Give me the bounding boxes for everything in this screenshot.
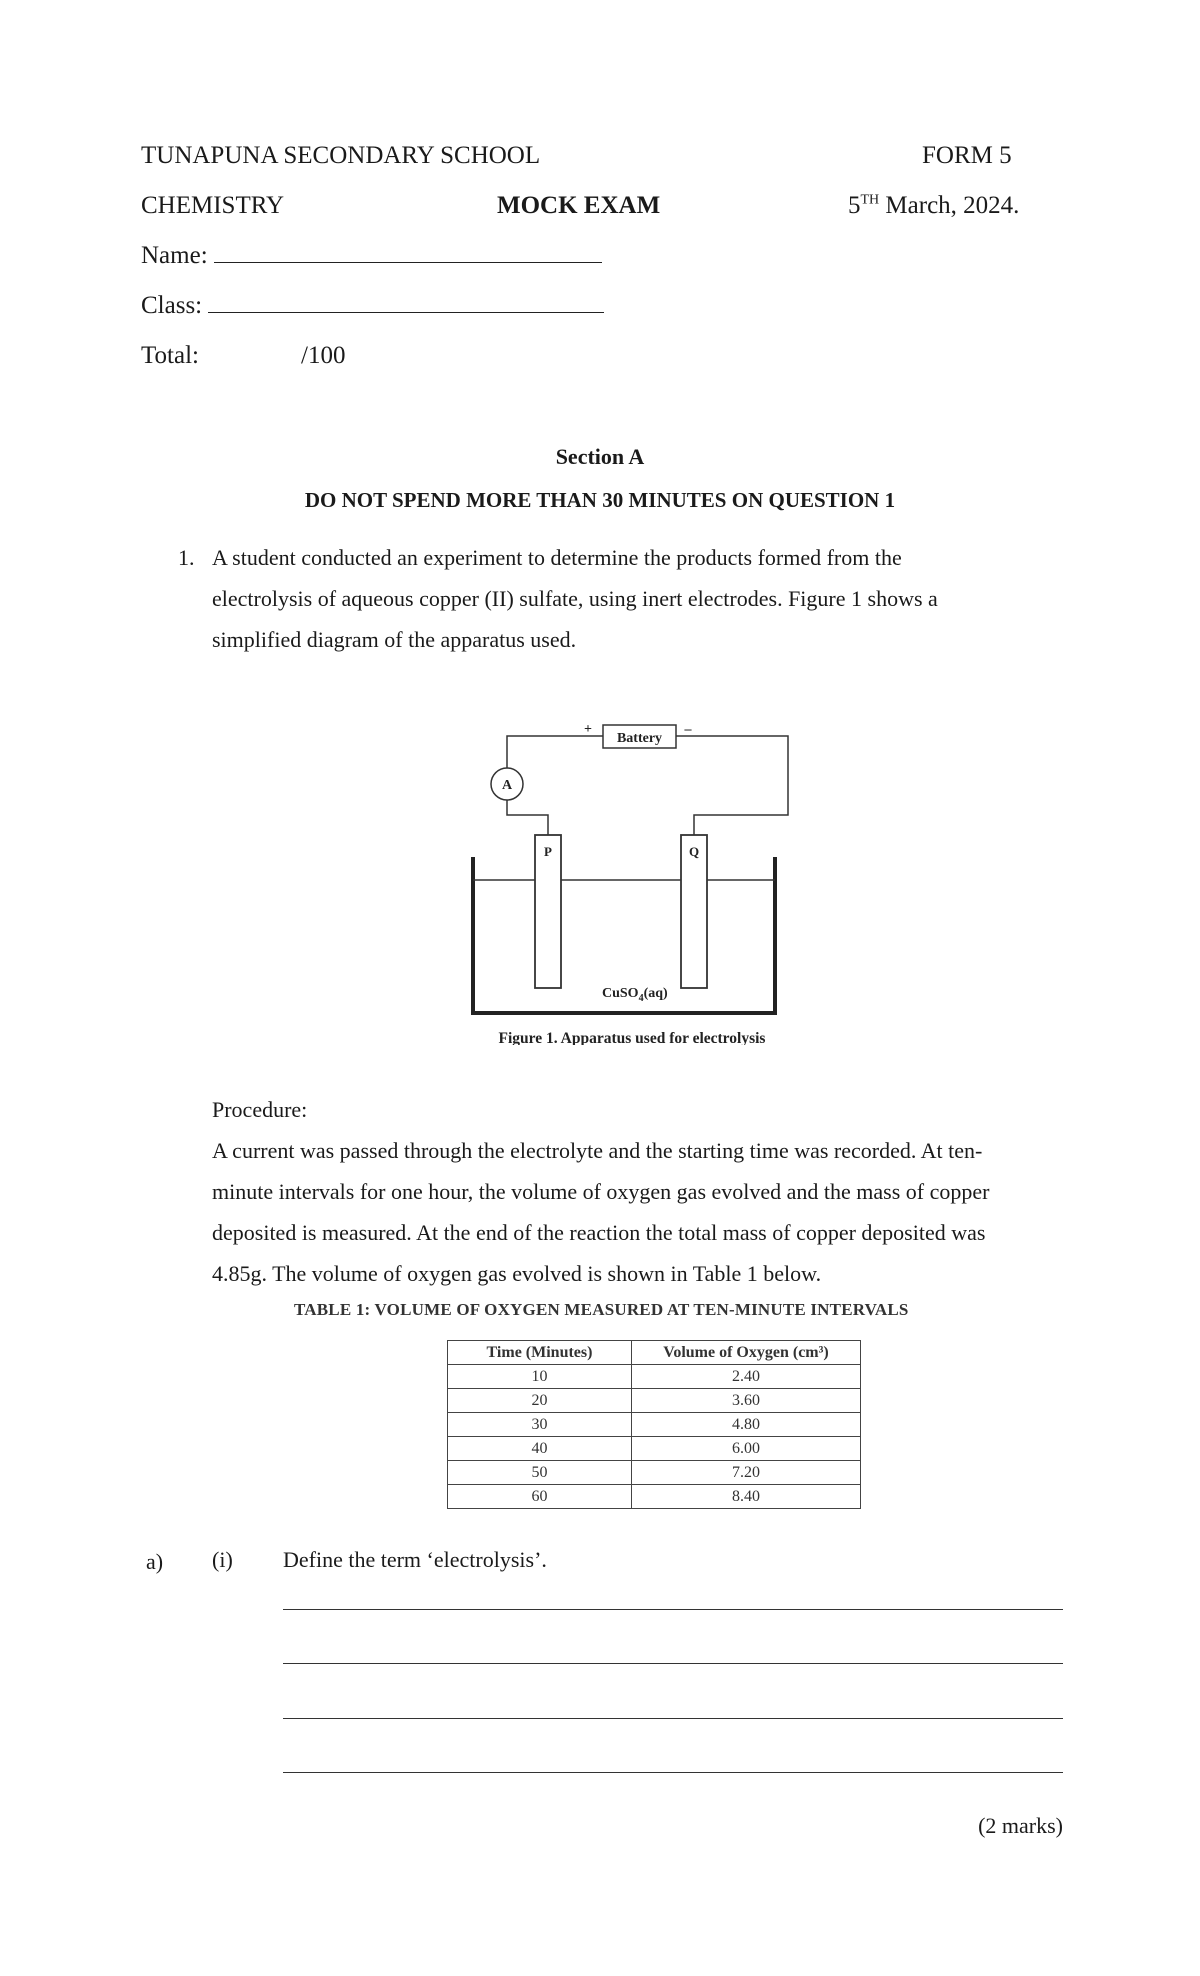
class-blank: [208, 312, 604, 313]
table-row: [448, 1437, 861, 1461]
electrolyte-label: CuSO$_4$(aq): [602, 986, 668, 1004]
column-header-volume: Volume of Oxygen (cm³): [632, 1341, 861, 1365]
class-field: [141, 292, 604, 320]
wire-ammeter-to-battery: [507, 736, 603, 768]
marks-allocation: (2 marks): [978, 1813, 1063, 1838]
exam-title: MOCK EXAM: [497, 192, 661, 219]
table-row: [448, 1461, 861, 1485]
electrode-p-label: P: [544, 844, 552, 859]
volume-cell: 3.60: [632, 1389, 861, 1413]
table-row: [448, 1389, 861, 1413]
question-number: 1.: [178, 545, 195, 570]
electrode-q-label: Q: [688, 844, 700, 859]
table-title: TABLE 1: VOLUME OF OXYGEN MEASURED AT TEN-MINUTE INTERVALS: [294, 1300, 909, 1319]
exam-date: 5TH March, 2024.: [848, 192, 1020, 219]
battery-plus: +: [584, 722, 592, 737]
section-title: Section A: [555, 444, 645, 469]
answer-line: [283, 1772, 1063, 1773]
oxygen-volume-table: [447, 1340, 861, 1509]
time-cell: 20: [448, 1389, 632, 1413]
total-value: /100: [301, 342, 346, 369]
battery-label: Battery: [616, 731, 663, 746]
answer-line: [283, 1663, 1063, 1664]
form-level: FORM 5: [922, 142, 1012, 169]
name-field: [141, 242, 602, 270]
answer-line: [283, 1609, 1063, 1610]
class-label: Class:: [141, 292, 203, 319]
subject: CHEMISTRY: [141, 192, 285, 219]
volume-cell: 2.40: [632, 1365, 861, 1389]
wire-battery-to-q: [676, 736, 788, 835]
volume-cell: 6.00: [632, 1437, 861, 1461]
ammeter-label: A: [501, 778, 513, 793]
procedure-text: A current was passed through the electrolyte and the starting time was recorded. At ten- minute intervals for one hour, the volume of oxygen gas evolved and the mass of copper deposited is measured. At the end of the reaction the total mass of copper deposited was 4.85g. The volume of oxygen gas evolved is shown in Table 1 below.: [212, 1138, 990, 1286]
name-blank: [214, 262, 602, 263]
time-cell: 60: [448, 1485, 632, 1509]
school-name: TUNAPUNA SECONDARY SCHOOL: [141, 142, 541, 169]
section-instruction: DO NOT SPEND MORE THAN 30 MINUTES ON QUESTION 1: [304, 488, 896, 512]
table-header-row: [448, 1341, 861, 1365]
table-row: [448, 1485, 861, 1509]
part-letter: a): [146, 1549, 164, 1574]
total-label: Total:: [141, 342, 199, 369]
volume-cell: 4.80: [632, 1413, 861, 1437]
figure-caption: Figure 1. Apparatus used for electrolysis: [498, 1030, 766, 1045]
time-cell: 30: [448, 1413, 632, 1437]
battery-minus: –: [684, 722, 692, 737]
question-text: A student conducted an experiment to determine the products formed from the electrolysis of aqueous copper (II) sulfate, using inert electrodes. Figure 1 shows a simplified diagram of the apparatus used.: [212, 545, 938, 652]
table-row: [448, 1365, 861, 1389]
part-roman: (i): [212, 1547, 233, 1572]
procedure-heading: Procedure:: [212, 1097, 308, 1122]
volume-cell: 8.40: [632, 1485, 861, 1509]
name-label: Name:: [141, 242, 208, 269]
table-row: [448, 1413, 861, 1437]
electrolysis-apparatus-diagram: [440, 705, 810, 1045]
time-cell: 10: [448, 1365, 632, 1389]
part-prompt: Define the term ‘electrolysis’.: [283, 1547, 547, 1572]
time-cell: 50: [448, 1461, 632, 1485]
volume-cell: 7.20: [632, 1461, 861, 1485]
wire-ammeter-to-p: [507, 800, 548, 835]
column-header-time: Time (Minutes): [448, 1341, 632, 1365]
time-cell: 40: [448, 1437, 632, 1461]
answer-line: [283, 1718, 1063, 1719]
